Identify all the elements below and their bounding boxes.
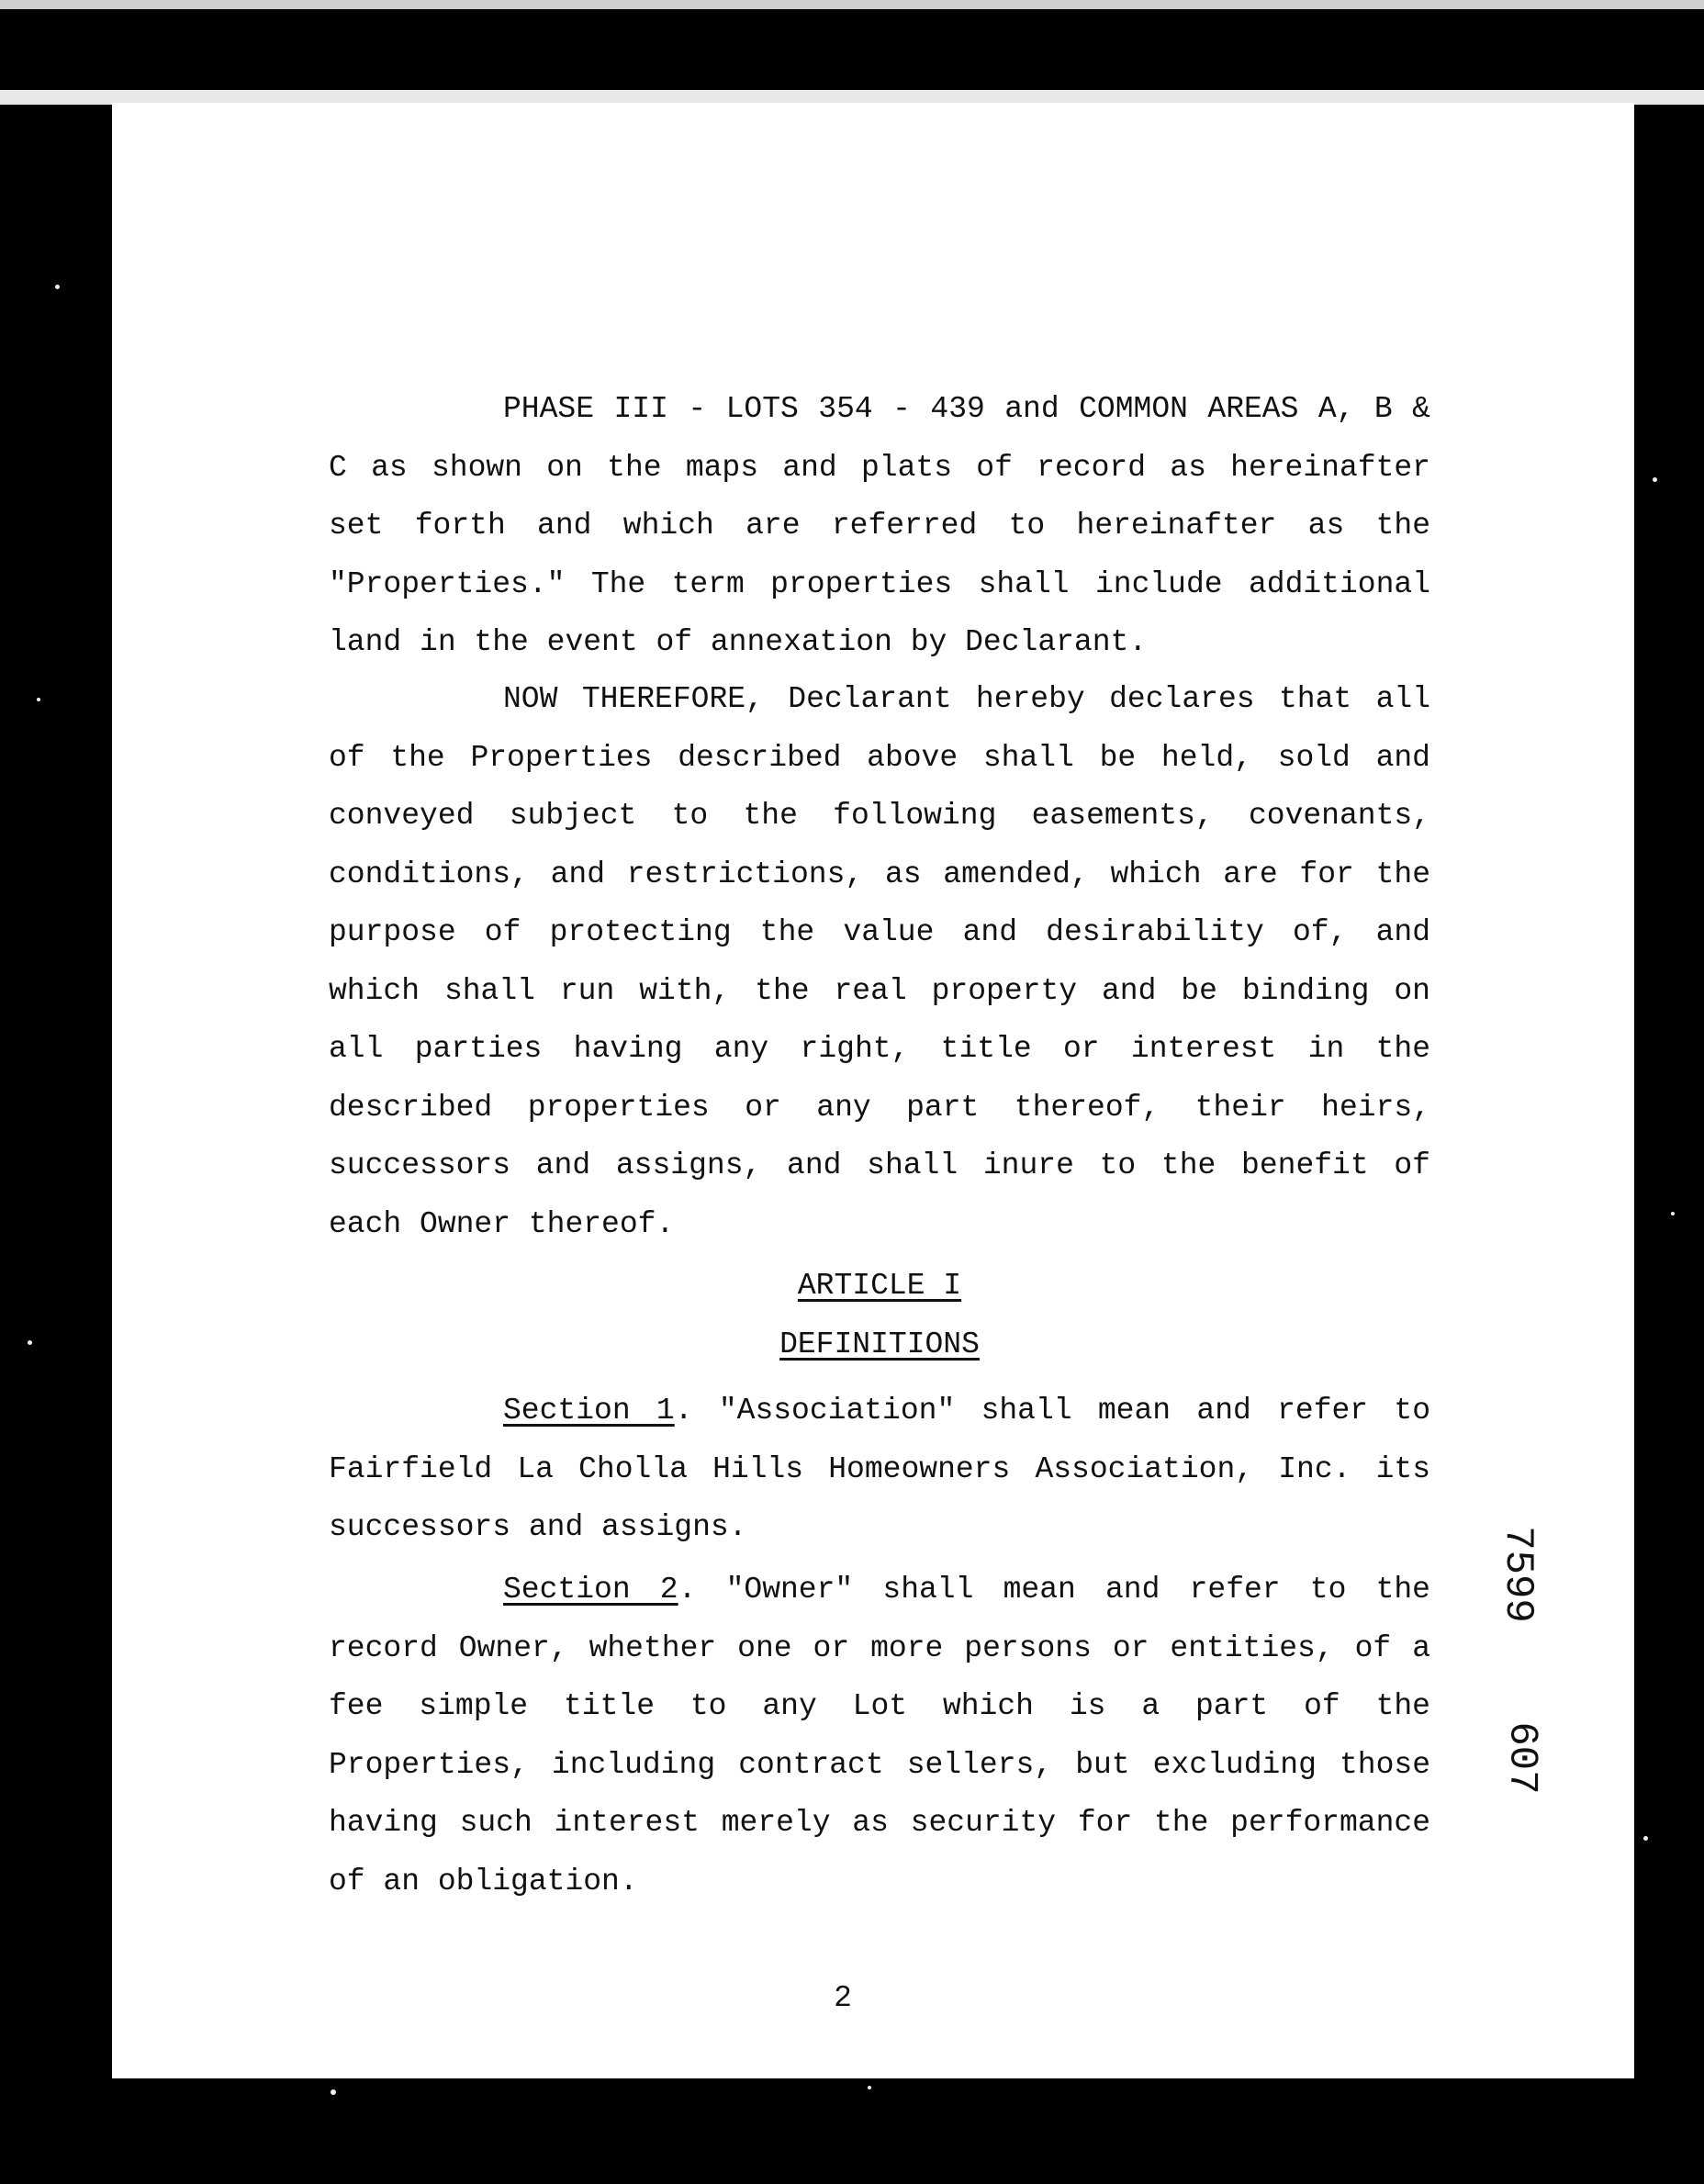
scan-speck xyxy=(28,1340,32,1345)
section-2-text: . "Owner" shall mean and refer to the record Owner, whether one or more persons or entities, of a fee simple title to any Lot which is a part of the Properties, including contract sellers, but excluding those having such interest merely as security for the performance of an obligation. xyxy=(329,1573,1430,1898)
section-2-paragraph xyxy=(329,1561,1430,1910)
article-heading: ARTICLE I xyxy=(797,1269,962,1303)
paragraph-now-therefore: NOW THEREFORE, Declarant hereby declares that all of the Properties described above shall be held, sold and conveyed subject to the following easements, covenants, conditions, and restrictions, as amended, which are for the purpose of protecting the value and desirability of, and which shall run with, the real property and be binding on all parties having any right, title or interest in the described properties or any part thereof, their heirs, successors and assigns, and shall inure to the benefit of each Owner thereof. xyxy=(329,682,1430,1241)
section-2-block xyxy=(329,1561,1430,1910)
section-1-block xyxy=(329,1382,1430,1557)
definitions-heading: DEFINITIONS xyxy=(779,1327,980,1361)
scan-speck xyxy=(1643,1836,1648,1841)
now-therefore-block xyxy=(329,670,1430,1253)
margin-book-number: 7599 xyxy=(1494,1526,1541,1623)
section-1-text: . "Association" shall mean and refer to Fairfield La Cholla Hills Homeowners Association, Inc. its successors and assigns. xyxy=(329,1394,1431,1544)
paragraph-phase-iii: PHASE III - LOTS 354 - 439 and COMMON AREAS A, B & C as shown on the maps and plats of record as hereinafter set forth and which are referred to hereinafter as the "Properties." The term properties shall include additional land in the event of annexation by Declarant. xyxy=(329,392,1430,659)
scan-speck xyxy=(1671,1212,1675,1215)
scan-speck xyxy=(868,2086,871,2089)
scan-speck xyxy=(37,698,40,701)
section-1-paragraph xyxy=(329,1382,1430,1557)
scan-speck xyxy=(55,285,60,289)
margin-page-number: 607 xyxy=(1498,1721,1545,1795)
scan-speck xyxy=(331,2089,336,2095)
section-2-label: Section 2 xyxy=(503,1573,678,1607)
intro-paragraph-block xyxy=(329,380,1430,672)
scan-speck xyxy=(1653,477,1657,482)
scan-edge-top xyxy=(0,0,1704,9)
section-1-label: Section 1 xyxy=(503,1394,675,1428)
page-number: 2 xyxy=(834,1981,852,2015)
